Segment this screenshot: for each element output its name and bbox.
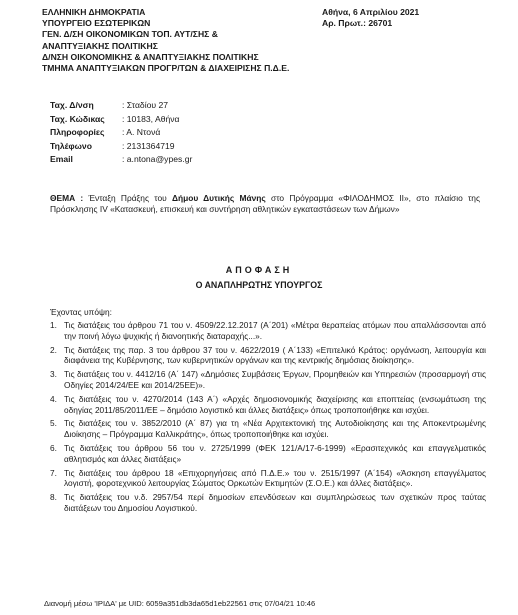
subject-text: Ένταξη Πράξης του xyxy=(83,193,172,203)
contact-label: Τηλέφωνο xyxy=(50,140,92,151)
contact-label: Email xyxy=(50,154,73,165)
header-line: ΤΜΗΜΑ ΑΝΑΠΤΥΞΙΑΚΩΝ ΠΡΟΓΡ/ΤΩΝ & ΔΙΑΧΕΙΡΙΣΗΣ Π.Δ.Ε. xyxy=(42,63,290,74)
contact-row xyxy=(50,99,192,113)
municipality-name: Δήμου Δυτικής Μάνης xyxy=(171,193,266,203)
item-number: 1. xyxy=(50,320,57,330)
date-protocol-block xyxy=(322,7,419,29)
header-line: ΑΝΑΠΤΥΞΙΑΚΗΣ ΠΟΛΙΤΙΚΗΣ xyxy=(42,40,158,51)
header-line: ΥΠΟΥΡΓΕΙΟ ΕΣΩΤΕΡΙΚΩΝ xyxy=(42,18,151,29)
document-date: Αθήνα, 6 Απριλίου 2021 xyxy=(322,7,420,17)
list-item xyxy=(50,369,486,391)
item-number: 7. xyxy=(50,467,57,478)
contact-details xyxy=(50,99,192,167)
item-text: Τις διατάξεις του ν. 4270/2014 (143 Α΄) «Αρχές δημοσιονομικής διαχείρισης και εποπτείας (ενσωμάτωση της οδηγίας 2011/85/2011/ΕΕ – δημόσιο λογιστικό και άλλες διατάξεις» όπως τροποποιήθηκε και ισχύει. xyxy=(64,393,486,415)
list-item xyxy=(50,418,486,440)
item-text: Τις διατάξεις του άρθρου 56 του ν. 2725/1999 (ΦΕΚ 121/Α/17-6-1999) «Ερασιτεχνικός και επαγγελματικός αθλητισμός και άλλες διατάξεις» xyxy=(64,442,486,464)
considerations-list xyxy=(50,320,486,517)
contact-value: : 10183, Αθήνα xyxy=(122,113,180,124)
sender-header xyxy=(42,7,289,74)
contact-value: : Α. Ντονά xyxy=(122,127,161,138)
item-text: Τις διατάξεις του ν. 4412/16 (Α΄ 147) «Δημόσιες Συμβάσεις Έργων, Προμηθειών και Υπηρεσιών (προσαρμογή στις Οδηγίες 2014/24/ΕΕ και 2014/25ΕΕ)». xyxy=(64,369,486,390)
contact-email[interactable]: : a.ntona@ypes.gr xyxy=(122,154,193,165)
item-number: 3. xyxy=(50,369,57,380)
header-line: Δ/ΝΣΗ ΟΙΚΟΝΟΜΙΚΗΣ & ΑΝΑΠΤΥΞΙΑΚΗΣ ΠΟΛΙΤΙΚΗΣ xyxy=(42,51,259,62)
subject-text: στο Πρόγραμμα «ΦΙΛΟΔΗΜΟΣ ΙΙ», στο πλαίσιο της Πρόσκλησης IV «Κατασκευή, επισκευή και συντήρηση αθλητικών εγκαταστάσεων των Δήμων» xyxy=(50,193,480,215)
item-number: 5. xyxy=(50,418,57,429)
contact-value: : 2131364719 xyxy=(122,140,175,151)
item-number: 8. xyxy=(50,492,57,503)
list-item xyxy=(50,320,486,342)
contact-label: Ταχ. Κώδικας xyxy=(50,113,105,124)
item-number: 6. xyxy=(50,442,57,453)
subject-paragraph xyxy=(50,193,480,216)
list-item xyxy=(50,468,486,490)
contact-label: Ταχ. Δ/νση xyxy=(50,100,94,110)
item-text: Τις διατάξεις του ν. 3852/2010 (Α΄ 87) για τη «Νέα Αρχιτεκτονική της Αυτοδιοίκησης και της Αποκεντρωμένης Διοίκησης – Πρόγραμμα Καλλικράτης», όπως τροποποιήθηκε και ισχύει. xyxy=(64,418,486,440)
protocol-number: Αρ. Πρωτ.: 26701 xyxy=(322,18,393,29)
item-text: Τις διατάξεις του ν.δ. 2957/54 περί δημοσίων επενδύσεων και συμπληρώσεως των σχετικών προς ταύτας διατάξεων του Δημοσίου Λογιστικού. xyxy=(64,492,486,513)
distribution-footer: Διανομή μέσω 'ΙΡΙΔΑ' με UID: 6059a351db3da65d1eb22561 στις 07/04/21 10:46 xyxy=(44,599,316,608)
subject-label: ΘΕΜΑ : xyxy=(50,193,84,203)
item-text: Τις διατάξεις του άρθρου 71 του ν. 4509/22.12.2017 (Α΄201) «Μέτρα θεραπείας ατόμων που απαλλάσσονται από την ποινή λόγω ψυχικής ή διανοητικής διαταραχής...». xyxy=(64,320,486,341)
item-text: Τις διατάξεις της παρ. 3 του άρθρου 37 του ν. 4622/2019 ( Α΄133) «Επιτελικό Κράτος: οργάνωση, λειτουργία και διαφάνεια της Κυβέρνησης, των κυβερνητικών οργάνων και της κεντρικής δημόσιας διοίκησης». xyxy=(64,344,486,366)
header-line: ΓΕΝ. Δ/ΣΗ ΟΙΚΟΝΟΜΙΚΩΝ ΤΟΠ. ΑΥΤ/ΣΗΣ & xyxy=(42,29,218,40)
contact-value: : Σταδίου 27 xyxy=(122,100,169,110)
list-item xyxy=(50,492,486,514)
contact-row xyxy=(50,153,192,167)
item-text: Τις διατάξεις του άρθρου 18 «Επιχορηγήσεις από Π.Δ.Ε.» του ν. 2515/1997 (Α΄154) «Άσκηση επαγγέλματος λογιστή, φοροτεχνικού λειτουργίας Σώματος Ορκωτών Εκτιμητών (Σ.Ο.Ε.) και άλλες διατάξεις». xyxy=(64,467,486,489)
contact-row xyxy=(50,140,192,154)
list-item xyxy=(50,394,486,416)
contact-row xyxy=(50,126,192,140)
item-number: 2. xyxy=(50,344,57,355)
item-number: 4. xyxy=(50,393,57,404)
header-line: ΕΛΛΗΝΙΚΗ ΔΗΜΟΚΡΑΤΙΑ xyxy=(42,7,146,17)
contact-row xyxy=(50,113,192,127)
list-item xyxy=(50,345,486,367)
signatory-title: Ο ΑΝΑΠΛΗΡΩΤΗΣ ΥΠΟΥΡΓΟΣ xyxy=(195,280,323,290)
contact-label: Πληροφορίες xyxy=(50,127,105,138)
decision-title: ΑΠΟΦΑΣΗ xyxy=(225,265,293,275)
list-item xyxy=(50,443,486,465)
considerations-intro: Έχοντας υπόψη: xyxy=(50,307,112,317)
